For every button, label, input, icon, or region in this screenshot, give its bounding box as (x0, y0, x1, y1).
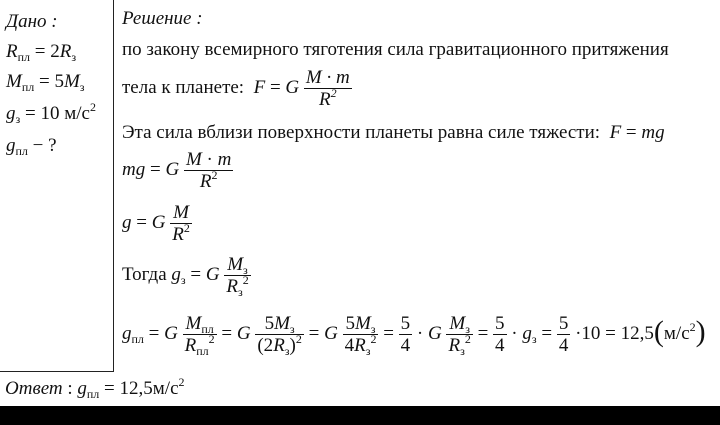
given-item-mass: $M_{пл} = 5M_з$ (6, 71, 85, 94)
then-word: Тогда (122, 263, 167, 285)
fraction-5-over-4-c: $\frac{5}{4}$ (558, 313, 569, 356)
fraction-mz-over-rz2: $\frac{M_з}{R_з^2}$ (226, 254, 249, 299)
solution-line-3: Эта сила вблизи поверхности планеты равна силе тяжести: F = mg (122, 122, 665, 143)
formula-newton-gravity: $\frac{M \cdot m}{R^2}$ (305, 67, 350, 110)
fraction-5mz-over-2rz2: $\frac{5M_з}{(2R_з)^2}$ (257, 313, 302, 358)
given-divider-horizontal (0, 371, 113, 372)
fraction-m-over-r2: $\frac{M}{R^2}$ (172, 202, 190, 245)
fraction-5-over-4-a: $\frac{5}{4}$ (400, 313, 411, 356)
result-unit: м/с (663, 322, 690, 344)
given-item-gravity: $g_з = 10$ $м/с^2$ (6, 100, 96, 126)
fraction-mz-over-rz2-b: $\frac{M_з}{R_з^2}$ (448, 313, 471, 358)
equation-g: g = G $\frac{M}{R^2}$ (122, 202, 190, 245)
result-value: 12,5 (620, 322, 654, 344)
solution-line-3-text: Эта сила вблизи поверхности планеты равна силе тяжести: (122, 122, 601, 143)
given-heading-text: Дано (6, 11, 47, 32)
equation-mg: mg = G $\frac{M \cdot m}{R^2}$ (122, 149, 232, 192)
given-heading: Дано : (6, 11, 58, 32)
fraction-mm-over-r2: $\frac{M \cdot m}{R^2}$ (185, 149, 232, 192)
solution-line-2-text: тела к планете: (122, 76, 245, 98)
solution-heading-text: Решение (122, 8, 192, 29)
given-divider-vertical (113, 0, 114, 372)
fraction-5mz-over-4rz2: $\frac{5M_з}{4R_з^2}$ (344, 313, 377, 358)
fraction-5-over-4-b: $\frac{5}{4}$ (495, 313, 505, 356)
solution-heading: Решение : (122, 8, 203, 29)
given-item-unknown: $g_{пл}$ − ? (6, 135, 57, 158)
equation-earth-g: Тогда $g_з = G$ $\frac{M_з}{R_з^2}$ (122, 254, 249, 299)
answer-line: Ответ : $g_{пл} = 12,5м/с^2$ (5, 375, 185, 401)
answer-label: Ответ (5, 378, 63, 399)
answer-value: 12,5м/с (119, 378, 179, 399)
fraction-mpl-over-rpl2: $\frac{M_{пл}}{R_{пл}^2}$ (184, 313, 215, 358)
solution-line-1: по закону всемирного тяготения сила гравитационного притяжения (122, 39, 669, 60)
given-item-radius: $R_{пл} = 2R_з$ (6, 41, 77, 64)
equation-planet-g: $g_{пл} = G$ $\frac{M_{пл}}{R_{пл}^2}$ = G $\frac{5M_з}{(2R_з)^2}$ = G $\frac{5M_з}{4R_з^2}$ = $\frac{5}{4}$ · G $\frac{M_з}{R_з^2}$ = $\frac{5}{4}$ · $g_з$ = $\frac{5}{4}$ $\cdot 10 = 12,5(м/с^2)$ (122, 313, 706, 358)
solution-line-2: тела к планете: F = G $\frac{M \cdot m}{R^2}$ (122, 67, 350, 110)
